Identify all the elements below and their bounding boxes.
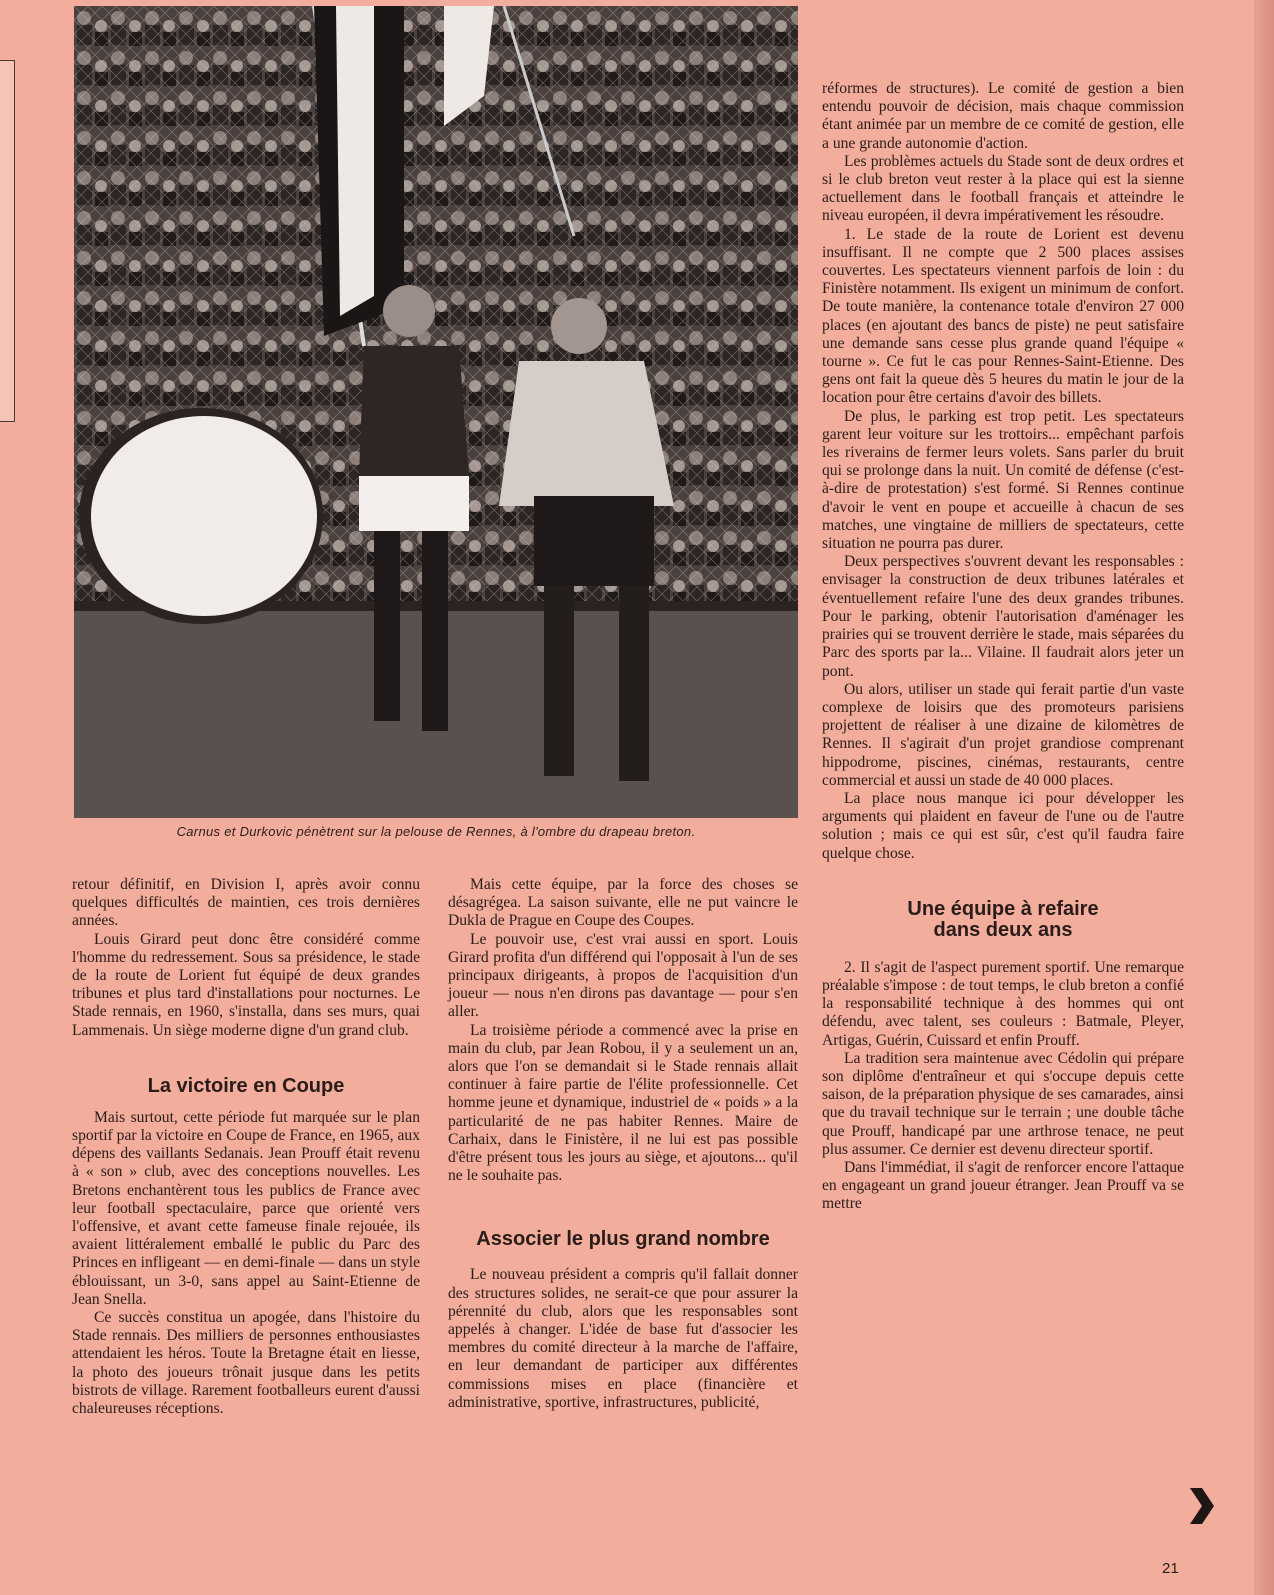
paragraph: De plus, le parking est trop petit. Les spectateurs garent leur voiture sur les trottoirs... empêchant parfois les riverains de fermer leurs volets. Sans parler du bruit qui se prolonge dans la nuit. Un comité de défense (c'est-à-dire de protestation) s'est formé. Si Rennes continue d'avoir le vent en poupe et accueille à chacun de ses matches, une vingtaine de milliers de spectateurs, cette situation ne pourra pas durer.: [822, 407, 1184, 553]
paragraph: La tradition sera maintenue avec Cédolin qui prépare son diplôme d'entraîneur et qui s'occupe depuis cette saison, de la préparation physique de ses camarades, ainsi que du travail technique sur le terrain ; une double tâche que Prouff, handicapé par une arthrose tenace, ne peut plus assumer. Ce dernier est devenu directeur sportif.: [822, 1049, 1184, 1158]
photo-illustration: [74, 6, 798, 818]
paragraph: Louis Girard peut donc être considéré comme l'homme du redressement. Sous sa présidence, le stade de la route de Lorient fut équipé de deux grandes tribunes et plus tard d'installations pour nocturnes. Le Stade rennais, en 1960, s'installa, dans ses murs, quai Lammenais. Un siège moderne digne d'un grand club.: [72, 930, 420, 1039]
heading-line: dans deux ans: [933, 918, 1073, 941]
paragraph: Ce succès constitua un apogée, dans l'histoire du Stade rennais. Des milliers de personnes enthousiastes attendaient les héros. Toute la Bretagne était en liesse, la photo des joueurs trônait jusque dans les petits bistrots de village. Rarement footballeurs eurent d'aussi chaleureuses réceptions.: [72, 1309, 420, 1418]
paragraph: 2. Il s'agit de l'aspect purement sportif. Une remarque préalable s'impose : de tout temps, le club breton a confié la responsabilité technique à des hommes qui ont défendu, avec talent, ses couleurs : Batmale, Pleyer, Artigas, Guérin, Cuissard et enfin Prouff.: [822, 958, 1184, 1049]
paragraph: Deux perspectives s'ouvrent devant les responsables : envisager la construction de deux tribunes latérales et éventuellement refaire l'une des deux grandes tribunes. Pour le parking, obtenir l'autorisation d'aménager les prairies qui se trouvent derrière le stade, mais séparées du Parc des sports par la... Vilaine. Il faudrait alors jeter un pont.: [822, 553, 1184, 680]
match-photo: [74, 6, 798, 818]
photo-caption: Carnus et Durkovic pénètrent sur la pelouse de Rennes, à l'ombre du drapeau breton.: [176, 824, 696, 839]
continue-arrow-icon: [1188, 1488, 1214, 1524]
paragraph: La place nous manque ici pour développer les arguments qui plaident en faveur de l'une ou de l'autre solution ; mais ce qui est sûr, c'est qu'il faudra faire quelque chose.: [822, 789, 1184, 862]
page-number: 21: [1162, 1560, 1179, 1577]
paragraph: Mais cette équipe, par la force des choses se désagrégea. La saison suivante, elle ne put vaincre le Dukla de Prague en Coupe des Coupes.: [448, 876, 798, 930]
paragraph: La troisième période a commencé avec la prise en main du club, par Jean Robou, il y a seulement un an, alors que l'on se demandait si le Stade rennais allait continuer à faire partie de l'élite professionnelle. Cet homme jeune et dynamique, industriel de « poids » a la particularité de ne pas habiter Rennes. Maire de Carhaix, dans le Finistère, il ne lui est pas possible d'être présent tous les jours au siège, et ajoutons... qu'il ne le souhaite pas.: [448, 1021, 798, 1185]
paragraph: 1. Le stade de la route de Lorient est devenu insuffisant. Il ne compte que 2 500 places assises couvertes. Les spectateurs viennent parfois de loin : du Finistère notamment. Ils exigent un minimum de confort. De toute manière, la contenance totale d'environ 27 000 places (en ajoutant des bancs de piste) ne peut satisfaire une demande sans cesse plus grande quand l'équipe « tourne ». Ce fut le cas pour Rennes-Saint-Etienne. Des gens ont fait la queue dès 5 heures du matin le jour de la location pour être certains d'avoir des billets.: [822, 225, 1184, 407]
paragraph: Le pouvoir use, c'est vrai aussi en sport. Louis Girard profita d'un différend qui l'opposait à l'un de ses principaux dirigeants, à propos de l'acquisition d'un joueur — nous n'en dirons pas davantage — pour s'en aller.: [448, 930, 798, 1021]
heading-line: Une équipe à refaire: [907, 897, 1099, 920]
paragraph: Ou alors, utiliser un stade qui ferait partie d'un vaste complexe de loisirs que des promoteurs parisiens projettent de réaliser à une dizaine de kilomètres de Rennes. Il s'agirait d'un projet grandiose comprenant hippodrome, piscines, cinémas, restaurants, centre commercial et aussi un stade de 40 000 places.: [822, 680, 1184, 789]
paragraph: Dans l'immédiat, il s'agit de renforcer encore l'attaque en engageant un grand joueur étranger. Jean Prouff va se mettre: [822, 1158, 1184, 1213]
section-heading-equipe: [822, 899, 1184, 941]
column-3: [822, 80, 1184, 1214]
paragraph: Les problèmes actuels du Stade sont de deux ordres et si le club breton veut rester à la place qui est la sienne actuellement dans le football français et atteindre le niveau européen, il devra impérativement les résoudre.: [822, 152, 1184, 225]
bass-drum: [79, 408, 323, 624]
paragraph: Mais surtout, cette période fut marquée sur le plan sportif par la victoire en Coupe de France, en 1965, aux dépens des vaillants Sedanais. Jean Prouff était revenu à « son » club, avec des conceptions nouvelles. Les Bretons enchantèrent tous les publics de France avec leur football spectaculaire, parce que orienté vers l'offensive, et avant cette fameuse finale rejouée, ils avaient littéralement emballé le public du Parc des Princes en infligeant — en demi-finale — dans un style éblouissant, un 3-0, sans appel au Saint-Etienne de Jean Snella.: [72, 1108, 420, 1308]
section-heading-victoire: La victoire en Coupe: [147, 1074, 345, 1097]
section-heading-associer: Associer le plus grand nombre: [476, 1228, 770, 1251]
paragraph: réformes de structures). Le comité de gestion a bien entendu pouvoir de décision, mais chaque commission étant animée par un membre de ce comité de gestion, elle a une grande autonomie d'action.: [822, 80, 1184, 152]
column-2: [448, 876, 798, 1412]
paragraph: retour définitif, en Division I, après avoir connu quelques difficultés de maintien, ces trois dernières années.: [72, 876, 420, 930]
column-1: [72, 876, 420, 1418]
paragraph: Le nouveau président a compris qu'il fallait donner des structures solides, ne serait-ce que pour assurer la pérennité du club, alors que les responsables sont appelés à changer. L'idée de base fut d'associer les membres du comité directeur à la marche de l'affaire, en leur demandant de participer aux différentes commissions mises en place (financière et administrative, sportive, infrastructures, publicité,: [448, 1266, 798, 1411]
page-edge-shadow: [1254, 0, 1274, 1595]
previous-page-edge: [0, 60, 15, 422]
